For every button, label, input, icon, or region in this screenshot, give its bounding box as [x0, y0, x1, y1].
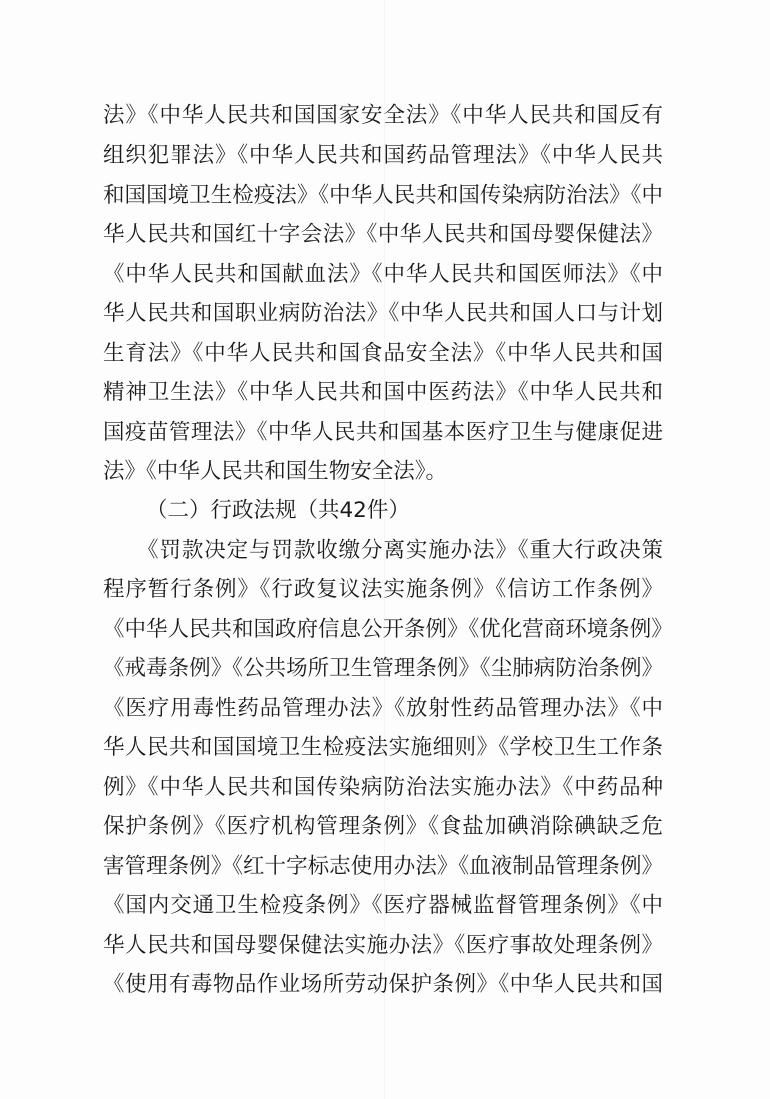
- text-line: 法》《中华人民共和国国家安全法》《中华人民共和国反有: [103, 103, 663, 128]
- text-line: 程序暂行条例》《行政复议法实施条例》《信访工作条例》: [103, 577, 663, 602]
- section-heading: （二）行政法规（共42件）: [146, 498, 410, 523]
- text-line: 精神卫生法》《中华人民共和国中医药法》《中华人民共和: [103, 380, 663, 405]
- text-line: 《中华人民共和国献血法》《中华人民共和国医师法》《中: [103, 262, 663, 287]
- text-line: 华人民共和国红十字会法》《中华人民共和国母婴保健法》: [103, 222, 663, 247]
- text-line: 和国国境卫生检疫法》《中华人民共和国传染病防治法》《中: [103, 183, 663, 208]
- text-line: 害管理条例》《红十字标志使用办法》《血液制品管理条例》: [103, 854, 663, 879]
- text-line: 华人民共和国国境卫生检疫法实施细则》《学校卫生工作条: [103, 735, 663, 760]
- text-line: 华人民共和国母婴保健法实施办法》《医疗事故处理条例》: [103, 933, 663, 958]
- text-line: 生育法》《中华人民共和国食品安全法》《中华人民共和国: [103, 341, 663, 366]
- text-line: 《使用有毒物品作业场所劳动保护条例》《中华人民共和国: [103, 972, 663, 997]
- text-line: 《医疗用毒性药品管理办法》《放射性药品管理办法》《中: [103, 696, 663, 721]
- text-line: 《戒毒条例》《公共场所卫生管理条例》《尘肺病防治条例》: [103, 656, 663, 681]
- text-line: 法》《中华人民共和国生物安全法》。: [103, 459, 448, 484]
- text-line: 国疫苗管理法》《中华人民共和国基本医疗卫生与健康促进: [103, 420, 663, 445]
- text-line: 华人民共和国职业病防治法》《中华人民共和国人口与计划: [103, 301, 663, 326]
- text-line: 组织犯罪法》《中华人民共和国药品管理法》《中华人民共: [103, 143, 663, 168]
- text-line: 《国内交通卫生检疫条例》《医疗器械监督管理条例》《中: [103, 893, 663, 918]
- text-line: 《中华人民共和国政府信息公开条例》《优化营商环境条例》: [103, 617, 673, 642]
- text-line: 例》《中华人民共和国传染病防治法实施办法》《中药品种: [103, 775, 663, 800]
- text-line: 《罚款决定与罚款收缴分离实施办法》《重大行政决策: [103, 538, 663, 563]
- text-line: 保护条例》《医疗机构管理条例》《食盐加碘消除碘缺乏危: [103, 814, 663, 839]
